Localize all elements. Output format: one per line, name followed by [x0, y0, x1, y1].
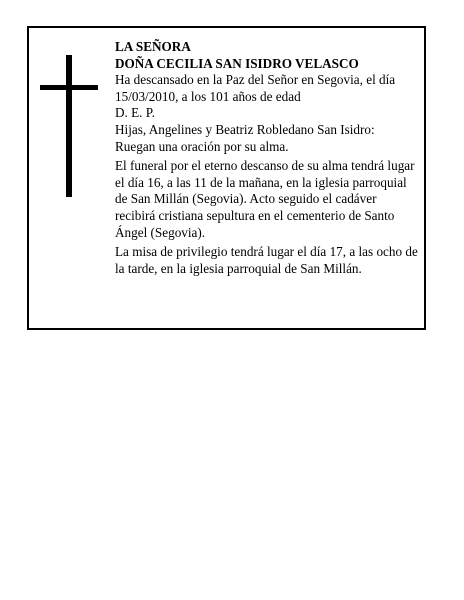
funeral-details: El funeral por el eterno descanso de su alma tendrá lugar el día 16, a las 11 de la mañana, en la iglesia parroquial de San Millán (Segovia). Acto seguido el cadáver recibirá cristiana sepultura en el cementerio de Santo Ángel (Segovia).: [115, 158, 415, 240]
title-line-1: LA SEÑORA: [115, 39, 191, 54]
deceased-name: DOÑA CECILIA SAN ISIDRO VELASCO: [115, 55, 359, 71]
cross-horizontal-bar: [40, 85, 98, 90]
prayer-request: Ruegan una oración por su alma.: [115, 138, 289, 154]
family-names: Hijas, Angelines y Beatriz Robledano San Isidro:: [115, 121, 375, 137]
latin-cross-icon: [40, 55, 98, 199]
obituary-notice: [27, 26, 426, 330]
mass-details: La misa de privilegio tendrá lugar el día 17, a las ocho de la tarde, en la iglesia parroquial de San Millán.: [115, 244, 418, 276]
notice-text: [115, 39, 420, 277]
rip-text: D. E. P.: [115, 105, 155, 121]
cross-vertical-bar: [66, 55, 72, 197]
death-statement: Ha descansado en la Paz del Señor en Segovia, el día 15/03/2010, a los 101 años de edad: [115, 72, 396, 104]
